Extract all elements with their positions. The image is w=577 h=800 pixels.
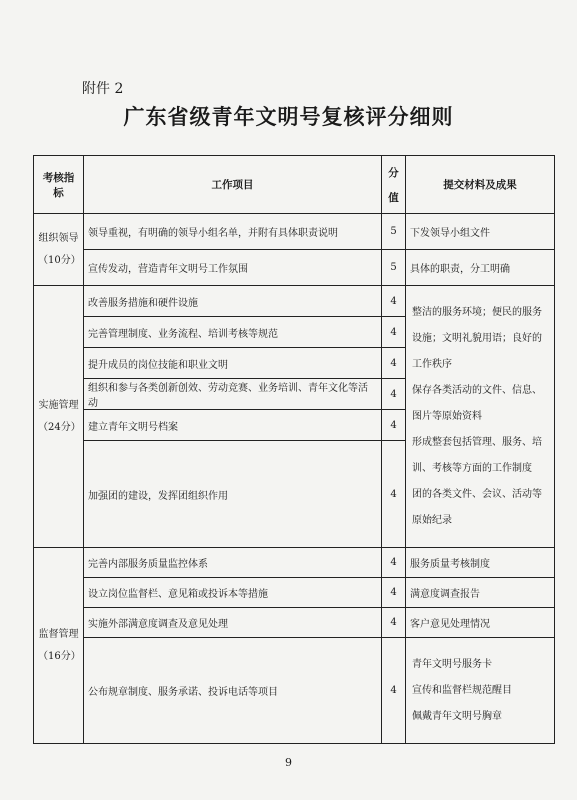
score-value: 4 [382,548,406,578]
work-item: 完善管理制度、业务流程、培训考核等规范 [84,317,382,348]
score-value: 4 [382,410,406,441]
material-item: 服务质量考核制度 [406,548,555,578]
table-row [34,250,555,286]
material-item: 保存各类活动的文件、信息、图片等原始资料 [412,384,542,422]
material-item: 满意度调查报告 [406,578,555,608]
material-item: 宣传和监督栏规范醒目 [412,684,512,696]
material-item: 青年文明号服务卡 [412,658,492,670]
header-work: 工作项目 [84,156,382,214]
materials-cell [406,638,555,744]
section-category [34,214,84,286]
header-score-line1: 分 [388,166,399,179]
material-item: 客户意见处理情况 [406,608,555,638]
page-number: 9 [285,756,292,769]
material-item: 团的各类文件、会议、活动等原始纪录 [412,488,542,526]
work-item: 建立青年文明号档案 [84,410,382,441]
score-value: 5 [382,250,406,286]
score-value: 4 [382,317,406,348]
work-item: 完善内部服务质量监控体系 [84,548,382,578]
table-row [34,638,555,744]
table-header-row [34,156,555,214]
score-value: 4 [382,608,406,638]
section-name: 实施管理 [38,399,79,411]
score-value: 4 [382,578,406,608]
material-item: 具体的职责，分工明确 [406,250,555,286]
work-item: 改善服务措施和硬件设施 [84,286,382,317]
work-item: 设立岗位监督栏、意见箱或投诉本等措施 [84,578,382,608]
section-name: 组织领导 [38,232,79,244]
score-value: 4 [382,379,406,410]
section-points: （24分） [38,421,81,433]
work-item: 宣传发动，营造青年文明号工作氛围 [84,250,382,286]
section-points: （10分） [38,254,81,266]
material-item: 佩戴青年文明号胸章 [412,710,502,722]
work-item: 组织和参与各类创新创效、劳动竞赛、业务培训、青年文化等活动 [84,379,382,410]
work-item: 公布规章制度、服务承诺、投诉电话等项目 [84,638,382,744]
work-item: 实施外部满意度调查及意见处理 [84,608,382,638]
work-item: 提升成员的岗位技能和职业文明 [84,348,382,379]
table-row [34,548,555,578]
section-name: 监督管理 [38,628,79,640]
score-value: 4 [382,638,406,744]
table-row [34,214,555,250]
material-item: 形成整套包括管理、服务、培训、考核等方面的工作制度 [412,436,542,474]
work-item: 领导重视，有明确的领导小组名单，并附有具体职责说明 [84,214,382,250]
section-points: （16分） [38,650,81,662]
work-item: 加强团的建设，发挥团组织作用 [84,441,382,548]
page-title: 广东省级青年文明号复核评分细则 [123,105,454,129]
materials-cell [406,286,555,548]
material-item: 整洁的服务环境；便民的服务设施；文明礼貌用语；良好的工作秩序 [412,306,542,370]
header-score-line2: 值 [388,191,399,204]
header-materials: 提交材料及成果 [406,156,555,214]
header-indicator: 考核指标 [34,156,84,214]
score-value: 4 [382,441,406,548]
score-value: 4 [382,286,406,317]
material-item: 下发领导小组文件 [406,214,555,250]
score-value: 5 [382,214,406,250]
attachment-label: 附件 2 [82,81,124,97]
section-category [34,286,84,548]
table-row [34,578,555,608]
scoring-table [33,155,555,744]
table-row [34,608,555,638]
score-value: 4 [382,348,406,379]
table-row [34,286,555,317]
header-score [382,156,406,214]
section-category [34,548,84,744]
